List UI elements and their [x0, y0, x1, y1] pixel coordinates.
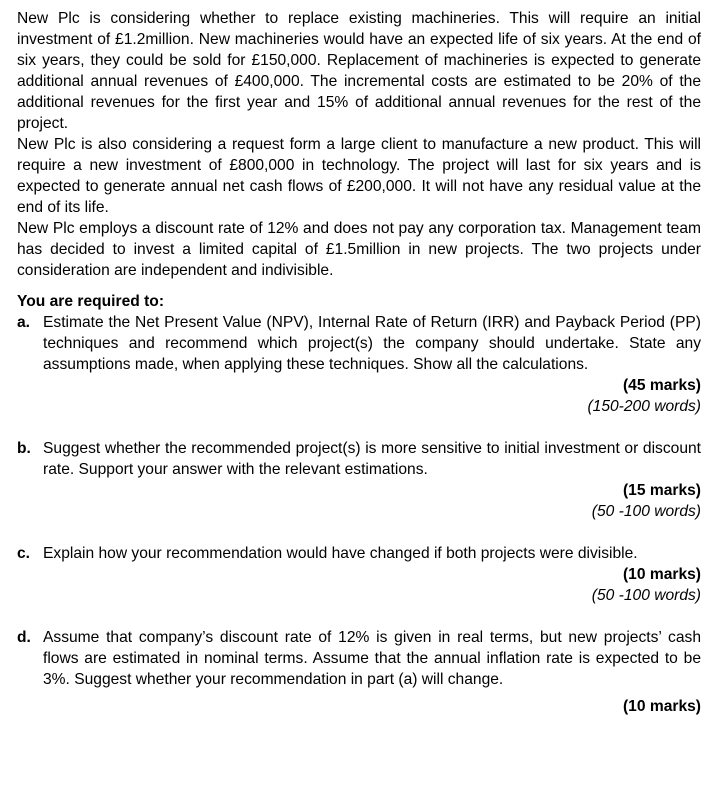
- question-d: [17, 627, 701, 717]
- question-text: Estimate the Net Present Value (NPV), Internal Rate of Return (IRR) and Payback Period (PP) techniques and recommend which project(s) the company should undertake. State any assumptions made, when applying these techniques. Show all the calculations.: [43, 314, 701, 373]
- question-letter: a.: [17, 314, 31, 331]
- question-letter: d.: [17, 629, 31, 646]
- question-letter: b.: [17, 440, 31, 457]
- intro-paragraph-discount-rate: New Plc employs a discount rate of 12% and does not pay any corporation tax. Management team has decided to invest a limited capital of £1.5million in new projects. The two projects under consideration are independent and indivisible.: [17, 220, 701, 279]
- intro-paragraph-new-product: New Plc is also considering a request form a large client to manufacture a new product. This will require a new investment of £800,000 in technology. The project will last for six years and is expected to generate annual net cash flows of £200,000. It will not have any residual value at the end of its life.: [17, 136, 701, 216]
- question-text: Assume that company’s discount rate of 12% is given in real terms, but new projects’ cash flows are estimated in nominal terms. Assume that the annual inflation rate is expected to be 3%. Suggest whether your recommendation in part (a) will change.: [43, 629, 701, 688]
- question-word-limit: (50 -100 words): [591, 503, 701, 520]
- intro-paragraph-replacement: New Plc is considering whether to replace existing machineries. This will require an initial investment of £1.2million. New machineries would have an expected life of six years. At the end of six years, they could be sold for £150,000. Replacement of machineries is expected to generate additional annual revenues of £400,000. The incremental costs are estimated to be 20% of the additional revenues for the first year and 15% of additional annual revenues for the rest of the project.: [17, 10, 701, 132]
- question-text: Explain how your recommendation would have changed if both projects were divisible.: [43, 545, 638, 562]
- question-marks: (45 marks): [622, 377, 701, 394]
- question-text: Suggest whether the recommended project(s) is more sensitive to initial investment or discount rate. Support your answer with the relevant estimations.: [43, 440, 701, 478]
- spacer: [17, 522, 701, 543]
- question-letter: c.: [17, 545, 31, 562]
- question-marks: (10 marks): [622, 698, 701, 715]
- spacer: [17, 606, 701, 627]
- spacer: [17, 417, 701, 438]
- question-marks: (10 marks): [622, 566, 701, 583]
- question-marks: (15 marks): [622, 482, 701, 499]
- question-body: [43, 312, 701, 417]
- question-a: [17, 312, 701, 417]
- question-body: [43, 627, 701, 717]
- question-body: [43, 438, 701, 522]
- question-word-limit: (50 -100 words): [591, 587, 701, 604]
- question-word-limit: (150-200 words): [587, 398, 701, 415]
- question-body: [43, 543, 701, 606]
- required-heading: You are required to:: [17, 293, 165, 310]
- question-c: [17, 543, 701, 606]
- question-b: [17, 438, 701, 522]
